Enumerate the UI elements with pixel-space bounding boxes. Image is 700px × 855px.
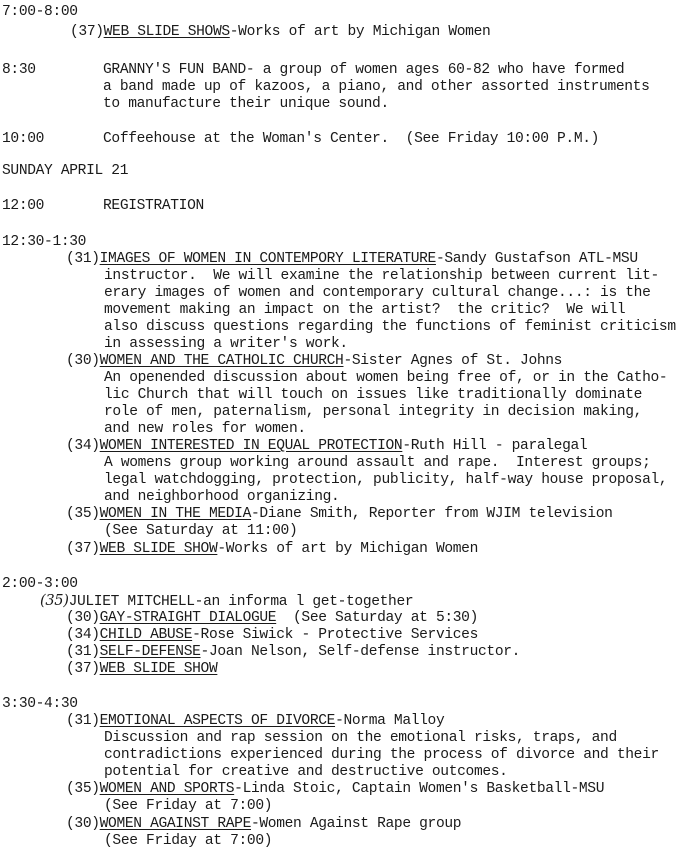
event-title: GAY-STRAIGHT DIALOGUE [99, 610, 277, 626]
day-header-sunday: SUNDAY APRIL 21 [2, 163, 129, 179]
event-description-line: legal watchdogging, protection, publicity, half-way house proposal, [104, 472, 668, 488]
event-description-line: (See Friday at 7:00) [104, 798, 273, 814]
room-number: (35) [40, 592, 69, 609]
event-description: -Ruth Hill - paralegal [402, 438, 588, 454]
event-description: -Sister Agnes of St. Johns [343, 353, 563, 369]
event-description: -Norma Malloy [335, 713, 445, 729]
event-emotional-divorce [66, 712, 444, 730]
event-description-line: role of men, paternalism, personal integrity in decision making, [104, 404, 643, 420]
room-number: (30) [66, 816, 100, 832]
event-description-line: potential for creative and destructive outcomes. [104, 764, 508, 780]
event-description-line: An openended discussion about women being free of, or in the Catho- [104, 370, 668, 386]
event-granny-line-3: to manufacture their unique sound. [103, 96, 389, 112]
event-description-line: Discussion and rap session on the emotional risks, traps, and [104, 730, 617, 746]
event-granny-line-2: a band made up of kazoos, a piano, and other assorted instruments [103, 79, 650, 95]
room-number: (31) [66, 251, 100, 267]
event-description-line: and new roles for women. [104, 421, 306, 437]
event-granny-line-1: GRANNY'S FUN BAND- a group of women ages 60-82 who have formed [103, 62, 625, 78]
event-description-line: (See Saturday at 11:00) [104, 523, 298, 539]
time-12-00: 12:00 [2, 198, 45, 214]
event-web-slide-show-2 [66, 660, 217, 678]
time-3-30: 3:30-4:30 [2, 696, 78, 712]
event-women-and-sports [66, 780, 604, 798]
room-number: (30) [66, 353, 100, 369]
event-description-line: in assessing a writer's work. [104, 336, 348, 352]
event-description-line: also discuss questions regarding the functions of feminist criticism [104, 319, 676, 335]
event-description-line: instructor. We will examine the relationship between current lit- [104, 268, 659, 284]
time-10-00: 10:00 [2, 131, 45, 147]
time-8-30: 8:30 [2, 62, 36, 78]
event-description-line: lic Church that will touch on issues like traditionally dominate [104, 387, 643, 403]
event-description: -Women Against Rape group [250, 816, 462, 832]
room-number: (34) [66, 627, 100, 643]
event-self-defense [66, 643, 520, 661]
event-title: WOMEN INTERESTED IN EQUAL PROTECTION [99, 438, 403, 454]
event-description-line: erary images of women and contemporary cultural change...: is the [104, 285, 651, 301]
event-title: WOMEN AND THE CATHOLIC CHURCH [99, 353, 344, 369]
event-web-slide-shows [70, 23, 490, 41]
event-description: -Linda Stoic, Captain Women's Basketball-MSU [234, 781, 605, 797]
room-number: (31) [66, 713, 100, 729]
event-description: -Works of art by Michigan Women [229, 24, 491, 40]
event-women-against-rape [66, 815, 461, 833]
event-title: IMAGES OF WOMEN IN CONTEMPORY LITERATURE [99, 251, 436, 267]
event-title: SELF-DEFENSE [99, 644, 201, 660]
room-number: (31) [66, 644, 100, 660]
room-number: (37) [70, 24, 104, 40]
event-description-line: A womens group working around assault and rape. Interest groups; [104, 455, 651, 471]
event-description: (See Saturday at 5:30) [276, 610, 478, 626]
event-description: -Diane Smith, Reporter from WJIM television [250, 506, 613, 522]
event-images-of-women [66, 250, 638, 268]
event-description: -Rose Siwick - Protective Services [192, 627, 479, 643]
event-equal-protection [66, 437, 587, 455]
room-number: (37) [66, 661, 100, 677]
event-description-line: contradictions experienced during the process of divorce and their [104, 747, 659, 763]
event-description-line: (See Friday at 7:00) [104, 833, 273, 849]
event-coffeehouse: Coffeehouse at the Woman's Center. (See Friday 10:00 P.M.) [103, 131, 600, 147]
room-number: (35) [66, 781, 100, 797]
event-title: WEB SLIDE SHOW [99, 541, 218, 557]
event-women-in-media [66, 505, 613, 523]
time-12-30: 12:30-1:30 [2, 234, 87, 250]
event-description-line: and neighborhood organizing. [104, 489, 340, 505]
event-title: WEB SLIDE SHOWS [103, 24, 230, 40]
event-title: EMOTIONAL ASPECTS OF DIVORCE [99, 713, 336, 729]
event-description: -Sandy Gustafson ATL-MSU [435, 251, 638, 267]
event-women-catholic-church [66, 352, 562, 370]
room-number: (30) [66, 610, 100, 626]
room-number: (34) [66, 438, 100, 454]
event-title: JULIET MITCHELL-an informa l get-together [68, 594, 414, 610]
event-gay-straight-dialogue [66, 609, 478, 627]
event-title: WEB SLIDE SHOW [99, 661, 218, 677]
event-title: WOMEN IN THE MEDIA [99, 506, 251, 522]
event-title: CHILD ABUSE [99, 627, 193, 643]
time-7-8: 7:00-8:00 [2, 4, 78, 20]
event-description: -Works of art by Michigan Women [217, 541, 478, 557]
time-2-3: 2:00-3:00 [2, 576, 78, 592]
event-description-line: movement making an impact on the artist? the critic? We will [104, 302, 626, 318]
room-number: (35) [66, 506, 100, 522]
event-registration: REGISTRATION [103, 198, 204, 214]
event-child-abuse [66, 626, 478, 644]
event-description: -Joan Nelson, Self-defense instructor. [200, 644, 521, 660]
room-number: (37) [66, 541, 100, 557]
event-web-slide-show [66, 540, 478, 558]
event-title: WOMEN AND SPORTS [99, 781, 235, 797]
event-title: WOMEN AGAINST RAPE [99, 816, 251, 832]
